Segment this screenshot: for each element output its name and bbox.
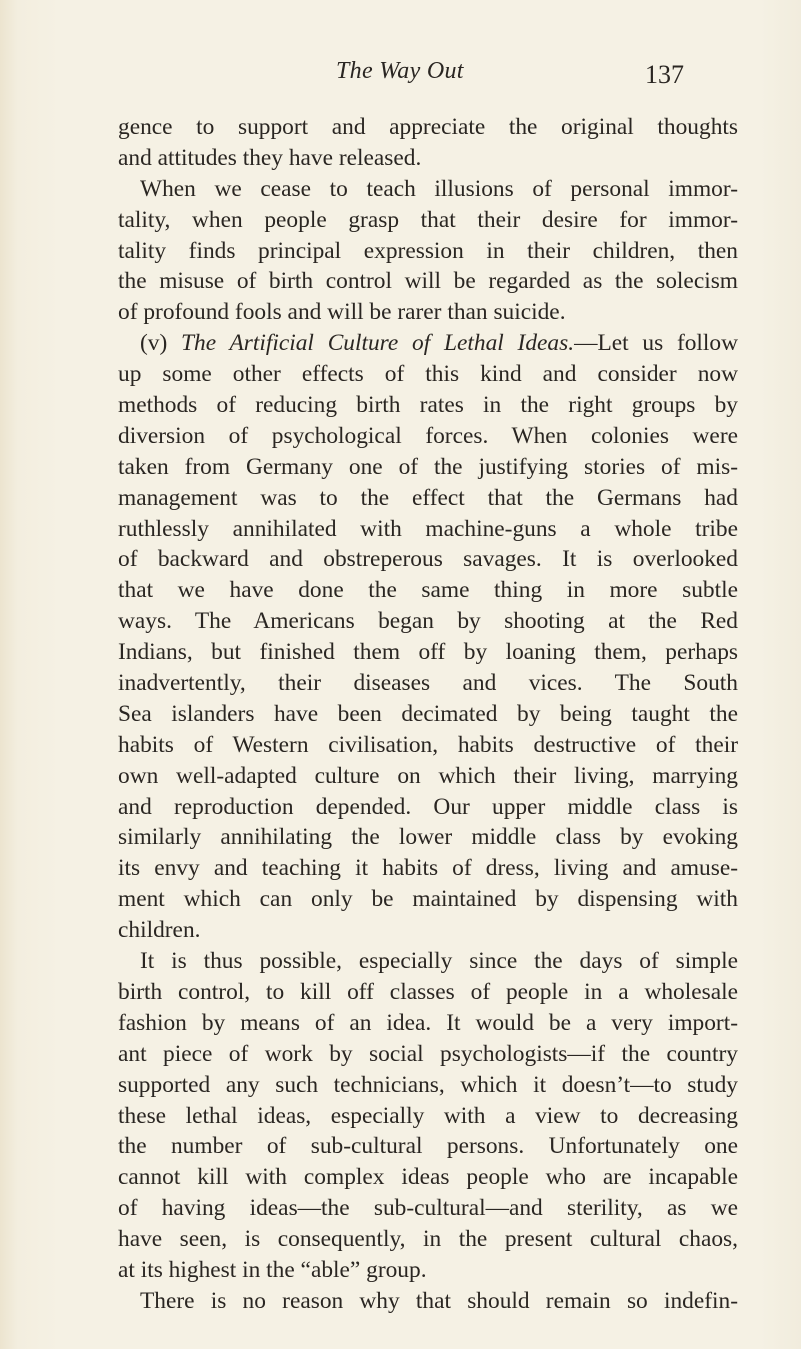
- text-line: It is thus possible, especially since the days of simple: [140, 948, 738, 975]
- text-line: have seen, is consequently, in the present cultural chaos,: [118, 1226, 738, 1253]
- text-line: methods of reducing birth rates in the right groups by: [118, 392, 738, 419]
- running-title: The Way Out: [336, 58, 464, 84]
- section-heading-line: [118, 328, 738, 359]
- text-line: tality, when people grasp that their desire for immor-: [118, 206, 738, 233]
- text-line: ant piece of work by social psychologists—if the country: [118, 1040, 738, 1067]
- text-line: ruthlessly annihilated with machine-guns a whole tribe: [118, 515, 738, 542]
- text-line: similarly annihilating the lower middle class by evoking: [118, 824, 738, 851]
- text-line: Indians, but finished them off by loaning them, perhaps: [118, 639, 738, 666]
- text-line: taken from Germany one of the justifying stories of mis-: [118, 453, 738, 480]
- section-heading: The Artificial Culture of Lethal Ideas.: [181, 330, 575, 357]
- text-line: and attitudes they have released.: [118, 144, 422, 171]
- text-line: children.: [118, 917, 201, 944]
- text-line: that we have done the same thing in more subtle: [118, 577, 738, 604]
- text-line: these lethal ideas, especially with a view to decreasing: [118, 1102, 738, 1129]
- text-line: own well-adapted culture on which their living, marrying: [118, 762, 738, 789]
- text-line: of backward and obstreperous savages. It is overlooked: [118, 546, 738, 573]
- text-line: and reproduction depended. Our upper middle class is: [118, 793, 738, 820]
- text-line: inadvertently, their diseases and vices. The South: [118, 670, 738, 697]
- text-line: Sea islanders have been decimated by being taught the: [118, 700, 738, 727]
- text-line: ment which can only be maintained by dispensing with: [118, 886, 738, 913]
- text-line: at its highest in the “able” group.: [118, 1256, 427, 1283]
- section-number: (v): [140, 330, 182, 357]
- text-line: ways. The Americans began by shooting at the Red: [118, 608, 738, 635]
- text-line: management was to the effect that the Germans had: [118, 484, 738, 511]
- text-line: of having ideas—the sub-cultural—and sterility, as we: [118, 1195, 738, 1222]
- text-line: of profound fools and will be rarer than suicide.: [118, 299, 566, 326]
- text-line: birth control, to kill off classes of people in a wholesale: [118, 978, 738, 1005]
- text-line: habits of Western civilisation, habits destructive of their: [118, 731, 738, 758]
- page-header: [0, 58, 801, 98]
- text-line: diversion of psychological forces. When colonies were: [118, 422, 738, 449]
- page-number: 137: [645, 60, 684, 89]
- text-line: tality finds principal expression in their children, then: [118, 237, 738, 264]
- section-heading-continuation: —Let us follow: [574, 330, 739, 357]
- body-text: [118, 112, 738, 1317]
- text-line: its envy and teaching it habits of dress, living and amuse-: [118, 855, 738, 882]
- text-line: cannot kill with complex ideas people who are incapable: [118, 1164, 738, 1191]
- text-line: the number of sub-cultural persons. Unfortunately one: [118, 1133, 738, 1160]
- text-line: There is no reason why that should remain so indefin-: [140, 1287, 738, 1314]
- text-line: fashion by means of an idea. It would be a very import-: [118, 1009, 738, 1036]
- text-line: the misuse of birth control will be regarded as the solecism: [118, 268, 738, 295]
- text-line: gence to support and appreciate the original thoughts: [118, 114, 738, 140]
- text-line: up some other effects of this kind and consider now: [118, 361, 738, 388]
- text-line: supported any such technicians, which it doesn’t—to study: [118, 1071, 738, 1098]
- text-line: When we cease to teach illusions of personal immor-: [140, 175, 738, 202]
